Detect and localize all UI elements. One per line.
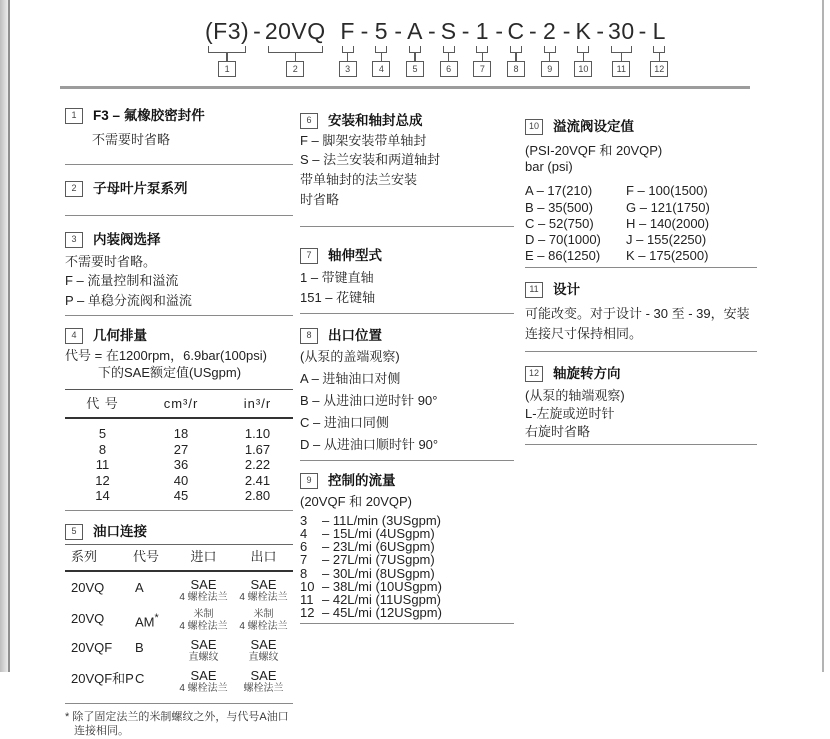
option-list [65,254,293,311]
port-spec-line: SAE [190,636,217,652]
section-number-badge: 10 [525,119,543,135]
table-cell: 1.67 [244,441,271,457]
divider [65,164,293,165]
code-separator: - [360,18,369,44]
port-connections-table [65,544,293,697]
code-segment-bracket [268,46,323,53]
table-cell: 11 [95,457,110,473]
flow-value: – 11L/min (3USgpm) [322,512,441,528]
series-cell: 20VQ [71,579,105,595]
flow-code: 3 [300,512,308,528]
option-line: F – 脚架安装带单轴封 [300,132,427,148]
code-separator: - [529,18,537,44]
section-3-head [65,231,293,249]
code-segment-bracket [443,46,455,53]
code-segment-stem [549,53,551,61]
option-list [300,133,514,210]
relief-settings-list [525,183,757,264]
section-subtitle: (从泵的盖端观察) [300,348,400,364]
settings-row [525,183,757,199]
code-segment-bracket [409,46,421,53]
option-line: 151 – 花键轴 [300,289,376,305]
divider [65,215,293,216]
section-5-head [65,523,293,541]
outlet-cell [234,669,293,695]
section-10-head [525,118,757,136]
code-position-number: 4 [372,61,390,77]
section-number-badge: 2 [65,181,83,197]
inlet-cell [173,638,234,664]
option-line: (从泵的轴端观察) [525,388,625,404]
scan-edge-left [0,0,8,672]
flow-value: – 27L/mi (7USgpm) [322,552,435,568]
option-line: L-左旋或逆时针 [525,406,615,422]
column-left [65,107,293,739]
code-segment-bracket [375,46,387,53]
displacement-intro-line1: 代号 = 在1200rpm，6.9bar(100psi) [65,347,267,363]
code-position-number: 9 [541,61,559,77]
port-spec-line: SAE [250,576,277,592]
code-segment-text: A [407,18,423,44]
flow-code: 6 [300,539,308,555]
setting-item: G – 121(1750) [626,199,710,215]
code-position-number: 11 [612,61,630,77]
column-header: 代号 [133,549,160,565]
code-segment [608,18,635,77]
option-line: 右旋时省略 [525,424,591,440]
flow-code: 8 [300,565,308,581]
code-segment-bracket [342,46,354,53]
port-spec-line: 直螺纹 [188,651,219,663]
flow-code: 10 [300,578,315,594]
code-segment [507,18,525,77]
code-segment [265,18,326,77]
section-number-badge: 8 [300,328,318,344]
setting-item: J – 155(2250) [626,231,707,247]
code-segment-stem [583,53,585,61]
code-segment-bracket [510,46,522,53]
port-spec-line: SAE [250,667,277,683]
table-cell: 8 [98,441,107,457]
option-line: A – 进轴油口对侧 [300,370,401,386]
code-segment-bracket [653,46,665,53]
code-segment-text: C [507,18,525,44]
port-spec-line: 米制 [253,608,274,620]
code-segment-stem [414,53,416,61]
code-separator: - [394,18,403,44]
section-title: 控制的流量 [328,473,396,489]
code-segment [440,18,458,77]
code-segment-text: 20VQ [264,18,326,44]
code-segment-stem [448,53,450,61]
section-7-head [300,247,514,265]
code-separator: - [596,18,605,44]
outlet-cell [234,638,293,664]
code-segment-text: (F3) [205,18,250,44]
section-title: 几何排量 [93,328,147,344]
flow-value: – 45L/mi (12USgpm) [322,605,442,621]
setting-item: D – 70(1000) [525,231,601,247]
inlet-cell [173,578,234,604]
section-8-head [300,327,514,345]
header-rule [60,86,750,89]
code-segment-stem [621,53,623,61]
table-header-row [65,390,293,418]
setting-item: B – 35(500) [525,199,593,215]
setting-item: A – 17(210) [525,183,593,199]
port-spec-line: 4 螺栓法兰 [179,591,228,603]
port-spec-line: 4 螺栓法兰 [239,620,288,632]
option-line: 不需要时省略。 [65,253,157,269]
divider [300,313,514,314]
code-separator: - [253,18,261,44]
code-position-number: 7 [473,61,491,77]
section-number-badge: 1 [65,108,83,124]
option-line: D – 从进油口顺时针 90° [300,436,439,452]
section-number-badge: 5 [65,524,83,540]
column-header: 进口 [190,549,217,565]
section-title: 轴旋转方向 [553,365,621,381]
column-header: in³/r [243,395,272,411]
flow-code: 11 [300,592,314,608]
code-cell: C [135,670,145,686]
section-subtitle: (20VQF 和 20VQP) [300,493,412,509]
code-cell: A [135,579,144,595]
flow-value: – 42L/mi (11USgpm) [322,592,441,608]
controlled-flow-list [300,514,514,620]
code-segment [372,18,390,77]
code-separator: - [495,18,504,44]
code-segment [205,18,249,77]
section-title: 设计 [553,282,580,298]
flow-row [300,606,514,619]
port-spec-line: 4 螺栓法兰 [239,591,288,603]
divider [525,351,757,352]
code-position-number: 10 [574,61,592,77]
option-line: P – 单稳分流阀和溢流 [65,293,192,309]
section-subtitle: (PSI-20VQF 和 20VQP) [525,142,663,158]
code-cell: AM* [135,611,159,630]
divider [525,267,757,268]
code-segment [574,18,592,77]
code-segment-text: L [652,18,666,44]
section-title: 安装和轴封总成 [328,113,423,128]
flow-value: – 15L/mi (4USgpm) [322,526,435,542]
table-row [65,636,293,667]
section-number-badge: 9 [300,473,318,489]
table-cell: 27 [173,441,189,457]
setting-item: F – 100(1500) [626,183,708,199]
table-body [65,419,293,504]
scan-edge-left-line [8,0,10,672]
section-9-head [300,472,514,490]
displacement-table [65,389,293,504]
settings-row [525,248,757,264]
table-cell: 40 [173,472,189,488]
code-segment-text: F [340,18,355,44]
code-segment-text: K [575,18,592,44]
column-header: 代 号 [86,395,119,411]
column-header: 出口 [250,549,277,565]
outlet-cell [234,578,293,604]
table-row [65,473,293,489]
code-position-number: 12 [650,61,668,77]
section-title: 出口位置 [328,328,382,344]
series-cell: 20VQF和P [71,670,134,686]
section-number-badge: 7 [300,248,318,264]
flow-value: – 23L/mi (6USgpm) [322,539,435,555]
table-cell: 2.22 [244,457,271,473]
code-segment-stem [515,53,517,61]
code-segment [406,18,424,77]
column-header: cm³/r [163,395,199,411]
divider [525,444,757,445]
table-header-row [65,545,293,570]
table-row [65,457,293,473]
table-cell: 12 [95,472,110,488]
rotation-list [525,387,757,441]
code-segment [650,18,668,77]
section-title: 溢流阀设定值 [553,119,634,134]
section-number-badge: 6 [300,113,318,129]
code-separator: - [638,18,647,44]
code-position-number: 2 [286,61,304,77]
model-code-diagram [205,18,678,77]
code-segment-stem [226,53,228,61]
code-segment-stem [381,53,383,61]
inlet-cell [173,609,234,633]
code-segment-bracket [611,46,632,53]
table-cell: 2.80 [244,488,271,504]
section-title: 内装阀选择 [93,231,161,247]
table-cell: 36 [173,457,189,473]
column-header: 系列 [71,549,98,565]
code-segment-text: 5 [374,18,388,44]
section-6-head [300,112,514,130]
setting-item: H – 140(2000) [626,215,710,231]
table-row [65,426,293,442]
code-segment-text: 2 [543,18,557,44]
section-number-badge: 11 [525,282,543,298]
port-spec-line: SAE [190,667,217,683]
code-position-number: 8 [507,61,525,77]
column-right [525,112,757,445]
footnote: * 除了固定法兰的米制螺纹之外，与代号A油口 连接相同。 [65,710,289,738]
section-subtitle: bar (psi) [525,159,573,175]
flow-code: 7 [300,552,308,568]
code-cell: B [135,639,144,655]
code-position-number: 1 [218,61,236,77]
option-line: C – 进油口同侧 [300,414,389,430]
table-cell: 45 [173,488,189,504]
paragraph-line: 可能改变。对于设计 - 30 至 - 39，安装 [525,305,750,321]
divider [300,460,514,461]
option-line: B – 从进油口逆时针 90° [300,392,438,408]
divider [65,315,293,316]
flow-value: – 38L/mi (10USgpm) [322,578,442,594]
code-segment [541,18,559,77]
code-segment-text: 1 [475,18,489,44]
option-line: 带单轴封的法兰安装 [300,172,418,188]
series-cell: 20VQF [71,639,113,655]
section-title: 油口连接 [93,523,147,539]
code-segment-bracket [476,46,488,53]
port-spec-line: SAE [250,636,277,652]
port-spec-line: 4 螺栓法兰 [179,682,228,694]
inlet-cell [173,669,234,695]
table-cell: 18 [173,426,189,442]
table-row [65,576,293,607]
code-segment-stem [295,53,297,61]
port-spec-line: 直螺纹 [248,651,279,663]
section-note: 不需要时省略 [92,131,171,147]
section-title: 子母叶片泵系列 [93,181,188,197]
setting-item: E – 86(1250) [525,248,601,264]
option-line: 时省略 [300,192,340,208]
option-line: S – 法兰安装和两道轴封 [300,152,441,168]
table-cell: 14 [95,488,110,504]
table-body [65,572,293,698]
section-title: F3 – 氟橡胶密封件 [93,108,205,123]
code-separator: - [562,18,571,44]
table-row [65,667,293,698]
table-cell: 1.10 [244,426,271,442]
option-list [300,270,514,307]
option-list [300,371,514,454]
code-segment-bracket [544,46,556,53]
series-cell: 20VQ [71,610,105,626]
section-11-head [525,281,757,299]
code-position-number: 6 [440,61,458,77]
setting-item: K – 175(2500) [626,248,709,264]
port-spec-line: SAE [190,576,217,592]
code-segment-stem [659,53,661,61]
option-line: F – 流量控制和溢流 [65,273,179,289]
outlet-cell [234,609,293,633]
flow-row [300,567,514,580]
flow-row [300,553,514,566]
scan-edge-right-line [822,0,824,672]
flow-value: – 30L/mi (8USgpm) [322,565,435,581]
code-segment-text: 30 [608,18,635,44]
table-cell: 5 [98,426,107,442]
paragraph-line: 连接尺寸保持相同。 [525,325,643,341]
settings-row [525,200,757,216]
code-segment-text: S [440,18,457,44]
option-line: 1 – 带键直轴 [300,269,374,285]
section-number-badge: 3 [65,232,83,248]
divider [300,226,514,227]
settings-row [525,216,757,232]
code-segment [339,18,357,77]
divider [300,623,514,624]
code-segment-stem [347,53,349,61]
code-segment-bracket [577,46,589,53]
settings-row [525,232,757,248]
code-segment [473,18,491,77]
section-4-head [65,327,293,345]
flow-code: 4 [300,526,308,542]
design-note [525,304,757,344]
port-spec-line: 螺栓法兰 [243,682,284,694]
setting-item: C – 52(750) [525,215,594,231]
table-row [65,442,293,458]
port-spec-line: 米制 [193,608,214,620]
code-separator: - [428,18,436,44]
port-spec-line: 4 螺栓法兰 [179,620,228,632]
code-segment-bracket [208,46,246,53]
code-position-number: 5 [406,61,424,77]
flow-code: 12 [300,605,315,621]
section-2-head [65,180,293,198]
section-number-badge: 12 [525,366,543,382]
code-separator: - [461,18,470,44]
displacement-intro-line2: 下的SAE额定值(USgpm) [98,364,242,380]
section-number-badge: 4 [65,328,83,344]
code-position-number: 3 [339,61,357,77]
code-segment-stem [482,53,484,61]
section-title: 轴伸型式 [328,248,382,264]
section-1-head [65,107,293,125]
table-row [65,607,293,636]
column-middle [300,112,514,624]
divider [65,510,293,511]
table-row [65,488,293,504]
section-12-head [525,365,757,383]
divider [65,703,293,704]
table-cell: 2.41 [244,472,271,488]
